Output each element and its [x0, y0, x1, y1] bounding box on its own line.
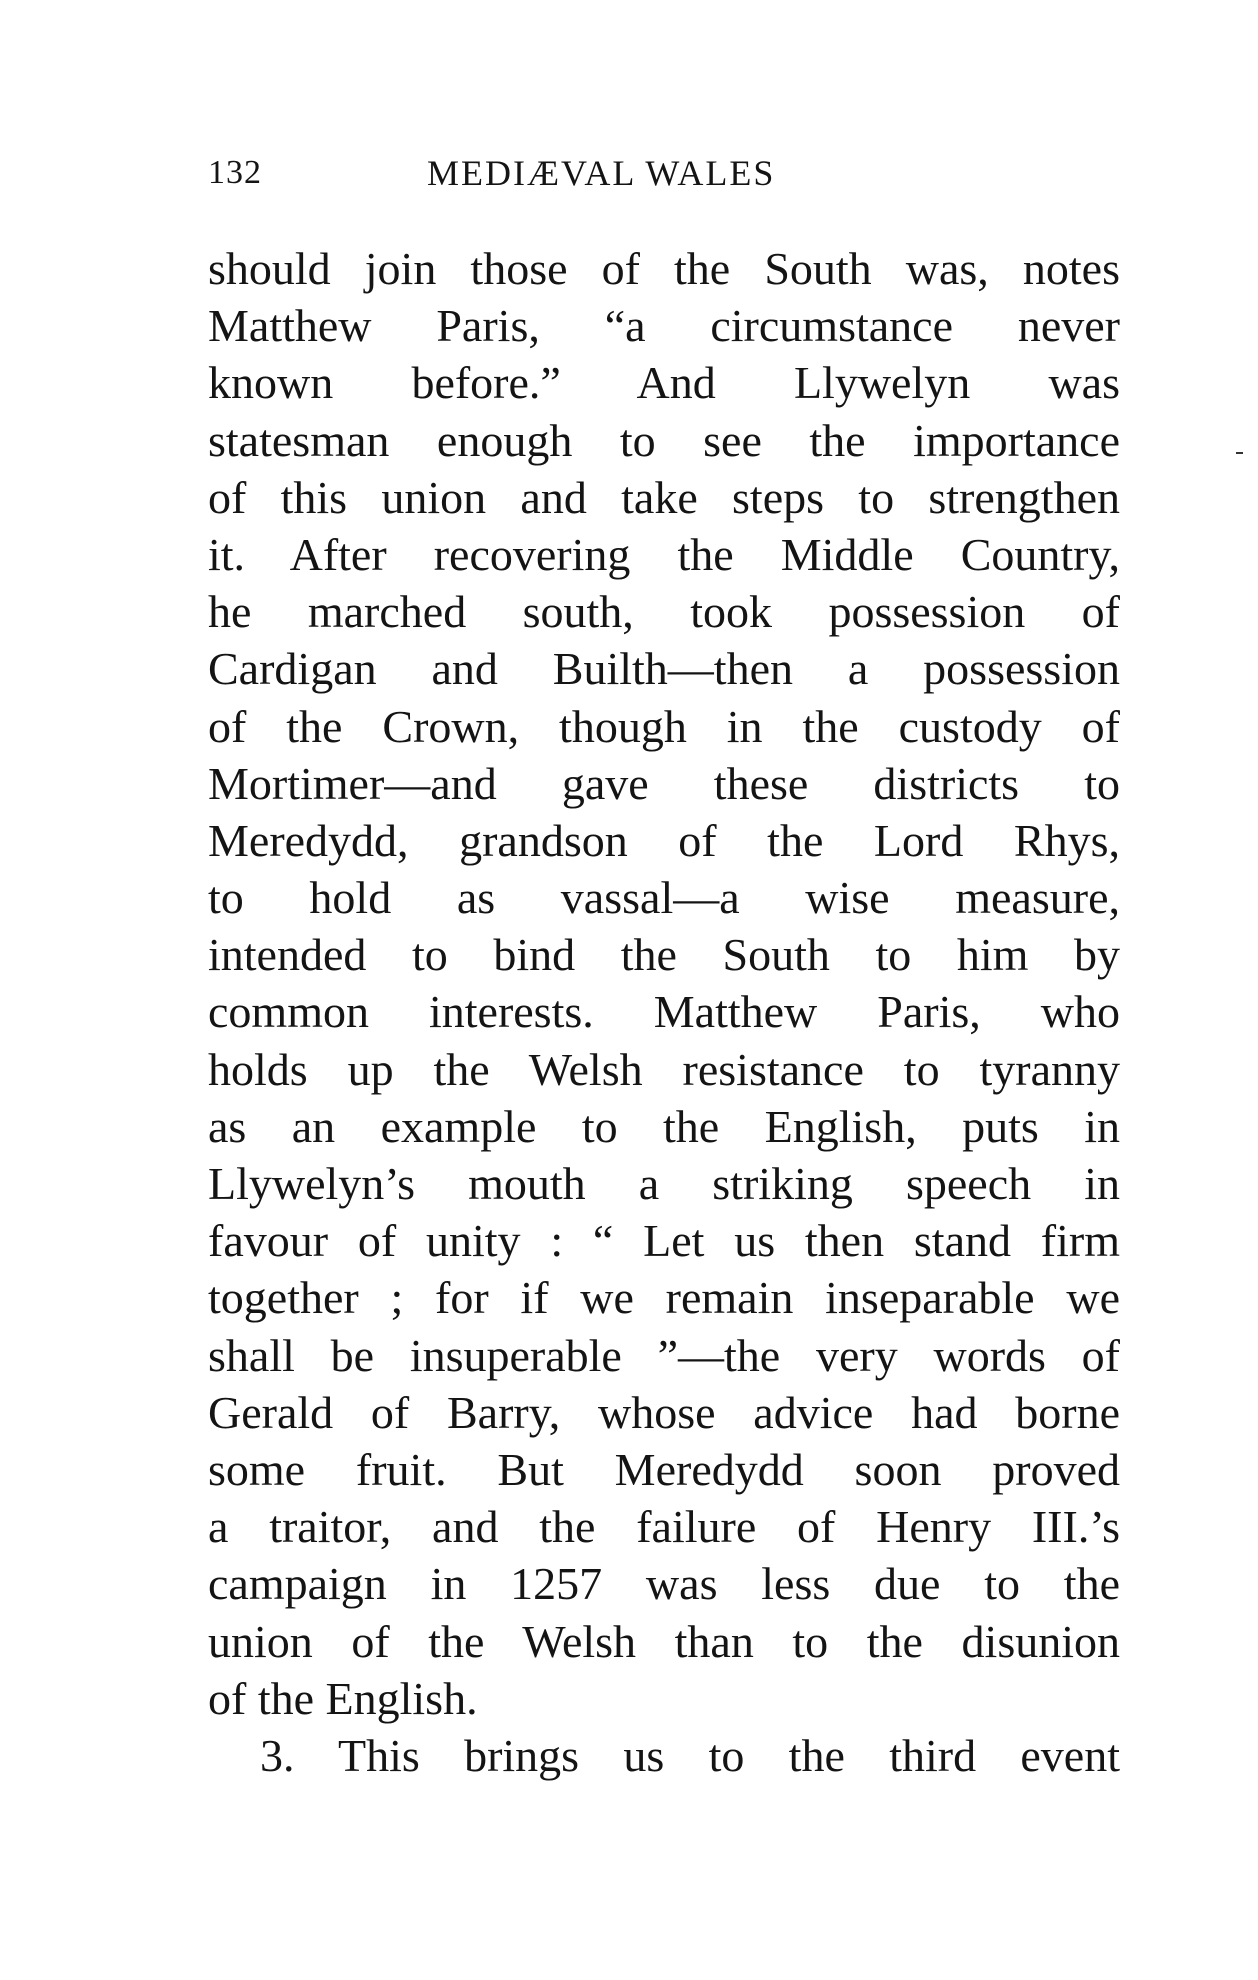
text-line: intended to bind the South to him by [208, 929, 1120, 981]
text-line: Mortimer—and gave these districts to [208, 757, 1120, 809]
text-line: favour of unity : “ Let us then stand firm [208, 1215, 1120, 1267]
page-number: 132 [208, 154, 262, 191]
text-line: shall be insuperable ”—the very words of [208, 1329, 1120, 1381]
text-line: it. After recovering the Middle Country, [208, 528, 1120, 580]
running-title: MEDIÆVAL WALES [427, 153, 776, 193]
text-line: Cardigan and Builth—then a possession [208, 643, 1120, 695]
body-text [208, 240, 1120, 1784]
paragraph-start-line: 3. This brings us to the third event [260, 1729, 1120, 1781]
text-line: of this union and take steps to strengthen [208, 471, 1120, 523]
text-line: known before.” And Llywelyn was [208, 357, 1120, 409]
text-line: Gerald of Barry, whose advice had borne [208, 1386, 1120, 1438]
text-line: of the Crown, though in the custody of [208, 700, 1120, 752]
paragraph-end-line: of the English. [208, 1672, 478, 1724]
text-line: some fruit. But Meredydd soon proved [208, 1443, 1120, 1495]
text-line: Matthew Paris, “a circumstance never [208, 300, 1120, 352]
text-line: Meredydd, grandson of the Lord Rhys, [208, 814, 1120, 866]
text-line: statesman enough to see the importance [208, 414, 1120, 466]
text-line: campaign in 1257 was less due to the [208, 1558, 1120, 1610]
margin-mark [1236, 452, 1243, 454]
text-line: holds up the Welsh resistance to tyranny [208, 1043, 1120, 1095]
text-line: a traitor, and the failure of Henry III.’s [208, 1501, 1120, 1553]
text-line: Llywelyn’s mouth a striking speech in [208, 1158, 1120, 1209]
running-head [208, 148, 1120, 208]
text-line: he marched south, took possession of [208, 586, 1120, 638]
text-line: should join those of the South was, notes [208, 243, 1120, 294]
text-line: union of the Welsh than to the disunion [208, 1615, 1120, 1667]
text-line: together ; for if we remain inseparable we [208, 1272, 1120, 1324]
text-line: to hold as vassal—a wise measure, [208, 872, 1120, 924]
text-line: as an example to the English, puts in [208, 1100, 1120, 1152]
text-line: common interests. Matthew Paris, who [208, 986, 1120, 1038]
